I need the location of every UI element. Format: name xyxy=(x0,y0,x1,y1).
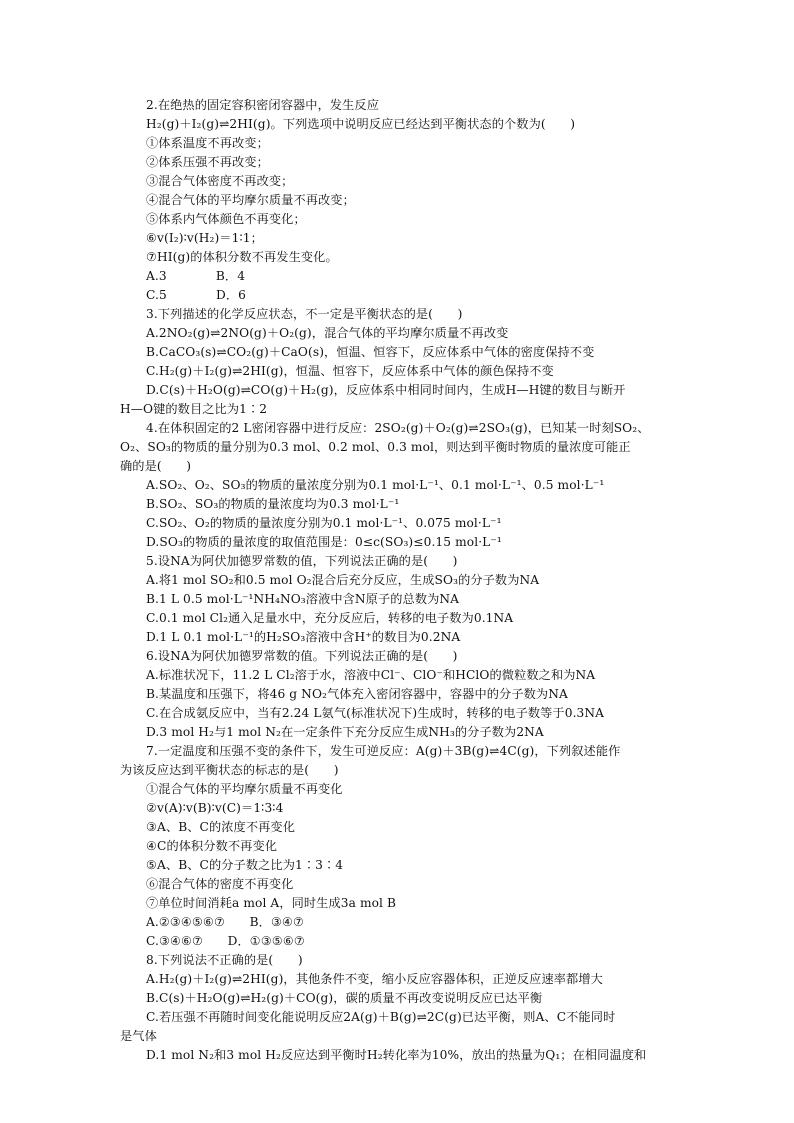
question-3-choice-c: C.H₂(g)＋I₂(g)⇌2HI(g)，恒温、恒容下，反应体系中气体的颜色保持不变 xyxy=(146,364,554,378)
question-3-choice-b: B.CaCO₃(s)⇌CO₂(g)＋CaO(s)，恒温、恒容下，反应体系中气体的密度保持不变 xyxy=(146,345,595,359)
question-8-choice-d: D.1 mol N₂和3 mol H₂反应达到平衡时H₂转化率为10%，放出的热量为Q₁；在相同温度和 xyxy=(146,1048,647,1062)
question-2-option-6: ⑥v(I₂)∶v(H₂)＝1∶1； xyxy=(146,231,263,245)
question-5-choice-a: A.将1 mol SO₂和0.5 mol O₂混合后充分反应，生成SO₃的分子数为NA xyxy=(146,573,540,587)
question-7-option-7: ⑦单位时间消耗a mol A，同时生成3a mol B xyxy=(146,896,397,910)
question-7-choices-cd: C.③④⑥⑦ D．①③⑤⑥⑦ xyxy=(146,934,305,948)
question-7-option-6: ⑥混合气体的密度不再变化 xyxy=(146,877,294,891)
question-5-choice-b: B.1 L 0.5 mol·L⁻¹NH₄NO₃溶液中含N原子的总数为NA xyxy=(146,592,460,606)
question-2-option-5: ⑤体系内气体颜色不再变化； xyxy=(146,212,306,226)
question-4-stem: 4.在体积固定的2 L密闭容器中进行反应：2SO₂(g)＋O₂(g)⇌2SO₃(g)，已知某一时刻SO₂、 xyxy=(146,421,650,435)
question-5-choice-c: C.0.1 mol Cl₂通入足量水中，充分反应后，转移的电子数为0.1NA xyxy=(146,611,514,625)
question-2-equation: H₂(g)＋I₂(g)⇌2HI(g)。下列选项中说明反应已经达到平衡状态的个数为( ) xyxy=(146,117,576,131)
question-2-option-3: ③混合气体密度不再改变； xyxy=(146,174,294,188)
question-8-choice-a: A.H₂(g)＋I₂(g)⇌2HI(g)，其他条件不变，缩小反应容器体积，正逆反应速率都增大 xyxy=(146,972,603,986)
question-8-stem: 8.下列说法不正确的是( ) xyxy=(146,953,303,967)
question-7-stem-cont: 为该反应达到平衡状态的标志的是( ) xyxy=(120,763,339,777)
question-6-choice-c: C.在合成氨反应中，当有2.24 L氨气(标准状况下)生成时，转移的电子数等于0.3NA xyxy=(146,706,605,720)
question-8-choice-c: C.若压强不再随时间变化能说明反应2A(g)＋B(g)⇌2C(g)已达平衡，则A、C不能同时 xyxy=(146,1010,616,1024)
question-6-choice-d: D.3 mol H₂与1 mol N₂在一定条件下充分反应生成NH₃的分子数为2NA xyxy=(146,725,544,739)
question-6-stem: 6.设NA为阿伏加德罗常数的值。下列说法正确的是( ) xyxy=(146,649,458,663)
question-6-choice-b: B.某温度和压强下，将46 g NO₂气体充入密闭容器中，容器中的分子数为NA xyxy=(146,687,568,701)
question-2-choices-ab: A.3 B．4 xyxy=(146,269,246,283)
question-2-option-7: ⑦HI(g)的体积分数不再发生变化。 xyxy=(146,250,338,264)
question-2-stem: 2.在绝热的固定容积密闭容器中，发生反应 xyxy=(146,98,380,112)
question-2-option-1: ①体系温度不再改变； xyxy=(146,136,269,150)
question-7-option-4: ④C的体积分数不再变化 xyxy=(146,839,278,853)
question-4-stem-cont: O₂、SO₃的物质的量分别为0.3 mol、0.2 mol、0.3 mol，则达到平衡时物质的量浓度可能正 xyxy=(120,440,631,454)
question-7-stem: 7.一定温度和压强不变的条件下，发生可逆反应：A(g)＋3B(g)⇌4C(g)，下列叙述能作 xyxy=(146,744,621,758)
question-4-choice-a: A.SO₂、O₂、SO₃的物质的量浓度分别为0.1 mol·L⁻¹、0.1 mol·L⁻¹、0.5 mol·L⁻¹ xyxy=(146,478,605,492)
question-4-choice-d: D.SO₃的物质的量浓度的取值范围是：0≤c(SO₃)≤0.15 mol·L⁻¹ xyxy=(146,535,502,549)
question-3-choice-d: D.C(s)＋H₂O(g)⇌CO(g)＋H₂(g)，反应体系中相同时间内，生成H—H键的数目与断开 xyxy=(146,383,626,397)
question-4-choice-b: B.SO₂、SO₃的物质的量浓度均为0.3 mol·L⁻¹ xyxy=(146,497,400,511)
question-7-option-1: ①混合气体的平均摩尔质量不再变化 xyxy=(146,782,343,796)
question-5-choice-d: D.1 L 0.1 mol·L⁻¹的H₂SO₃溶液中含H⁺的数目为0.2NA xyxy=(146,630,461,644)
question-2-choices-cd: C.5 D．6 xyxy=(146,288,246,302)
question-7-option-2: ②v(A)∶v(B)∶v(C)＝1∶3∶4 xyxy=(146,801,284,815)
question-4-stem-end: 确的是( ) xyxy=(120,459,192,473)
question-3-choice-d-cont: H—O键的数目之比为1∶2 xyxy=(120,402,268,416)
question-3-stem: 3.下列描述的化学反应状态，不一定是平衡状态的是( ) xyxy=(146,307,463,321)
question-8-choice-b: B.C(s)＋H₂O(g)⇌H₂(g)＋CO(g)，碳的质量不再改变说明反应已达平衡 xyxy=(146,991,543,1005)
question-2-option-2: ②体系压强不再改变； xyxy=(146,155,269,169)
question-3-choice-a: A.2NO₂(g)⇌2NO(g)＋O₂(g)，混合气体的平均摩尔质量不再改变 xyxy=(146,326,509,340)
question-7-option-3: ③A、B、C的浓度不再变化 xyxy=(146,820,295,834)
question-8-choice-c-cont: 是气体 xyxy=(120,1029,157,1043)
question-4-choice-c: C.SO₂、O₂的物质的量浓度分别为0.1 mol·L⁻¹、0.075 mol·L⁻¹ xyxy=(146,516,502,530)
question-7-option-5: ⑤A、B、C的分子数之比为1∶3∶4 xyxy=(146,858,344,872)
question-2-option-4: ④混合气体的平均摩尔质量不再改变； xyxy=(146,193,355,207)
question-5-stem: 5.设NA为阿伏加德罗常数的值，下列说法正确的是( ) xyxy=(146,554,458,568)
question-6-choice-a: A.标准状况下，11.2 L Cl₂溶于水，溶液中Cl⁻、ClO⁻和HClO的微粒数之和为NA xyxy=(146,668,596,682)
question-7-choices-ab: A.②③④⑤⑥⑦ B．③④⑦ xyxy=(146,915,305,929)
